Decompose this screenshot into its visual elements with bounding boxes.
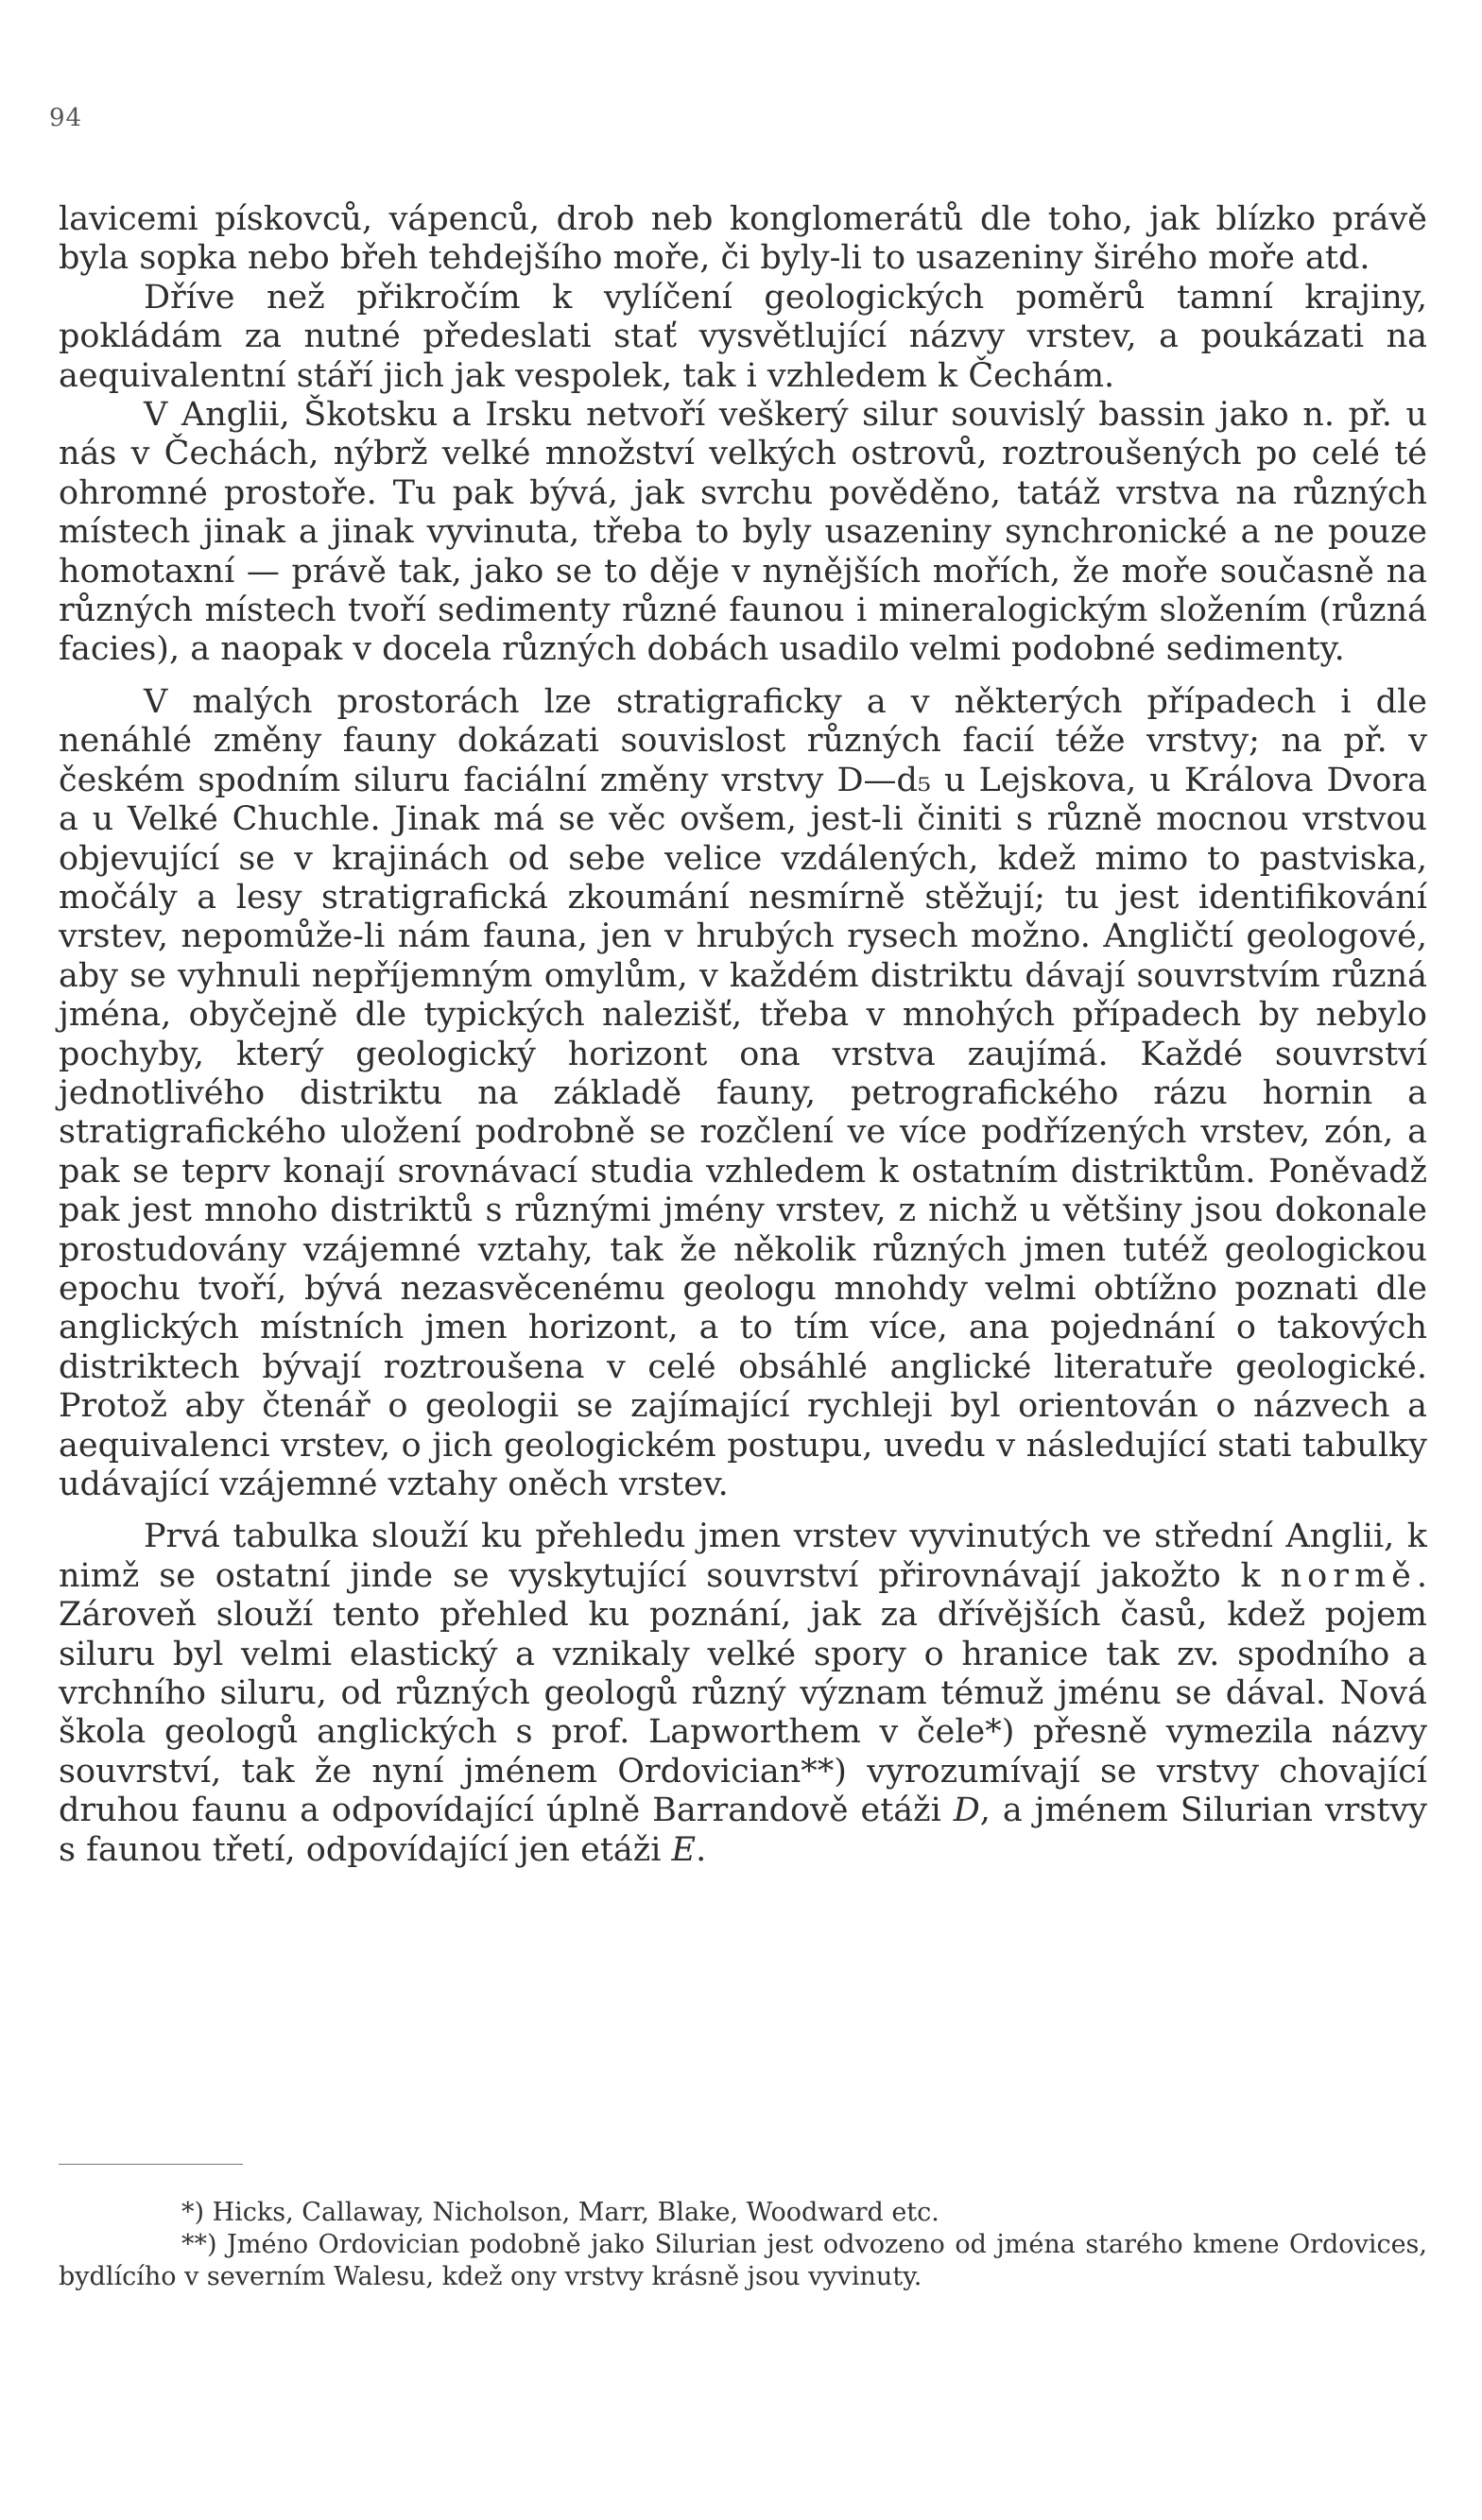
paragraph-table-intro [59,1517,1427,1870]
stage-d-label: D [953,1791,980,1830]
table-intro-text-1: Prvá tabulka slouží ku přehledu jmen vrstev vyvinutých ve střední Anglii, k nimž se ostatní jinde se vyskytující souvrství přirovnávají jakožto k [59,1517,1427,1595]
paragraph-stratigraphy: V malých prostorách lze stratigraficky a v některých případech i dle nenáhlé změny fauny dokázati souvislost různých facií téže vrstvy; na př. v českém spodním siluru faciální změny vrstvy D—d₅ u Lejskova, u Králova Dvora a u Velké Chuchle. Jinak má se věc ovšem, jest-li činiti s různě mocnou vrstvou objevující se v krajinách od sebe velice vzdálených, kdež mimo to pastviska, močály a lesy stratigrafická zkoumání nesmírně stěžují; tu jest identifikování vrstev, nepomůže-li nám fauna, jen v hrubých rysech možno. Angličtí geologové, aby se vyhnuli nepříjemným omylům, v každém distriktu dávají souvrstvím různá jména, obyčejně dle typických nalezišť, třeba v mnohých případech by nebylo pochyby, který geologický horizont ona vrstva zaujímá. Každé souvrství jednotlivého distriktu na základě fauny, petrografického rázu hornin a stratigrafického uložení podrobně se rozčlení ve více podřízených vrstev, zón, a pak se teprv konají srovnávací studia vzhledem k ostatním distriktům. Poněvadž pak jest mnoho distriktů s různými jmény vrstev, z nichž u většiny jsou dokonale prostudovány vzájemné vztahy, tak že několik různých jmen tutéž geologickou epochu tvoří, bývá nezasvěcenému geologu mnohdy velmi obtížno poznati dle anglických místních jmen horizont, a to tím více, ana pojednání o takových distriktech bývají roztroušena v celé obsáhlé anglické literatuře geologické. Protož aby čtenář o geologii se zajímající rychleji byl orientován o názvech a aequivalenci vrstev, o jich geologickém postupu, uvedu v následující stati tabulky udávající vzájemné vztahy oněch vrstev. [59,682,1427,1503]
footnote-2: **) Jméno Ordovician podobně jako Silurian jest odvozeno od jména starého kmene Ordovices, bydlícího v severním Walesu, kdež ony vrstvy krásně jsou vyvinuty. [59,2230,1427,2291]
paragraph-british-silurian: V Anglii, Škotsku a Irsku netvoří veškerý silur souvislý bassin jako n. př. u nás v Čechách, nýbrž velké množství velkých ostrovů, roztroušených po celé té ohromné prostoře. Tu pak bývá, jak svrchu pověděno, tatáž vrstva na různých místech jinak a jinak vyvinuta, třeba to byly usazeniny synchronické a ne pouze homotaxní — právě tak, jako se to děje v nynějších mořích, že moře současně na různých místech tvoří sedimenty různé faunou i mineralogickým složením (různá facies), a naopak v docela různých dobách usadilo velmi podobné sedimenty. [59,396,1427,669]
paragraph-intro: Dříve než přikročím k vylíčení geologických poměrů tamní krajiny, pokládám za nutné předeslati stať vysvětlující názvy vrstev, a poukázati na aequivalentní stáří jich jak vespolek, tak i vzhledem k Čechám. [59,278,1427,395]
footnote-divider [59,2164,243,2165]
table-intro-text-4: . [696,1830,707,1869]
norm-word: normě [1280,1556,1417,1595]
footnote-1: *) Hicks, Callaway, Nicholson, Marr, Blake, Woodward etc. [181,2198,939,2227]
table-intro-text-2: . Zároveň slouží tento přehled ku poznání, jak za dřívějších časů, kdež pojem siluru byl velmi elastický a vznikaly velké spory o hranice tak zv. spodního a vrchního siluru, od různých geologů různý význam témuž jménu se dával. Nová škola geologů anglických s prof. Lapworthem v čele*) přesně vymezila názvy souvrství, tak že nyní jménem Ordovician**) vyrozumívají se vrstvy chovající druhou faunu a odpovídající úplně Barrandově etáži [59,1556,1427,1830]
stage-e-label: E [671,1830,697,1869]
footnotes [59,2197,1427,2293]
page-number: 94 [49,104,83,132]
table-intro-text-3: , a jménem Silurian vrstvy s faunou třetí, odpovídající jen etáži [59,1791,1427,1869]
paragraph-continuation: lavicemi pískovců, vápenců, drob neb konglomerátů dle toho, jak blízko právě byla sopka nebo břeh tehdejšího moře, či byly-li to usazeniny širého moře atd. [59,200,1427,278]
body-text [59,200,1427,1870]
